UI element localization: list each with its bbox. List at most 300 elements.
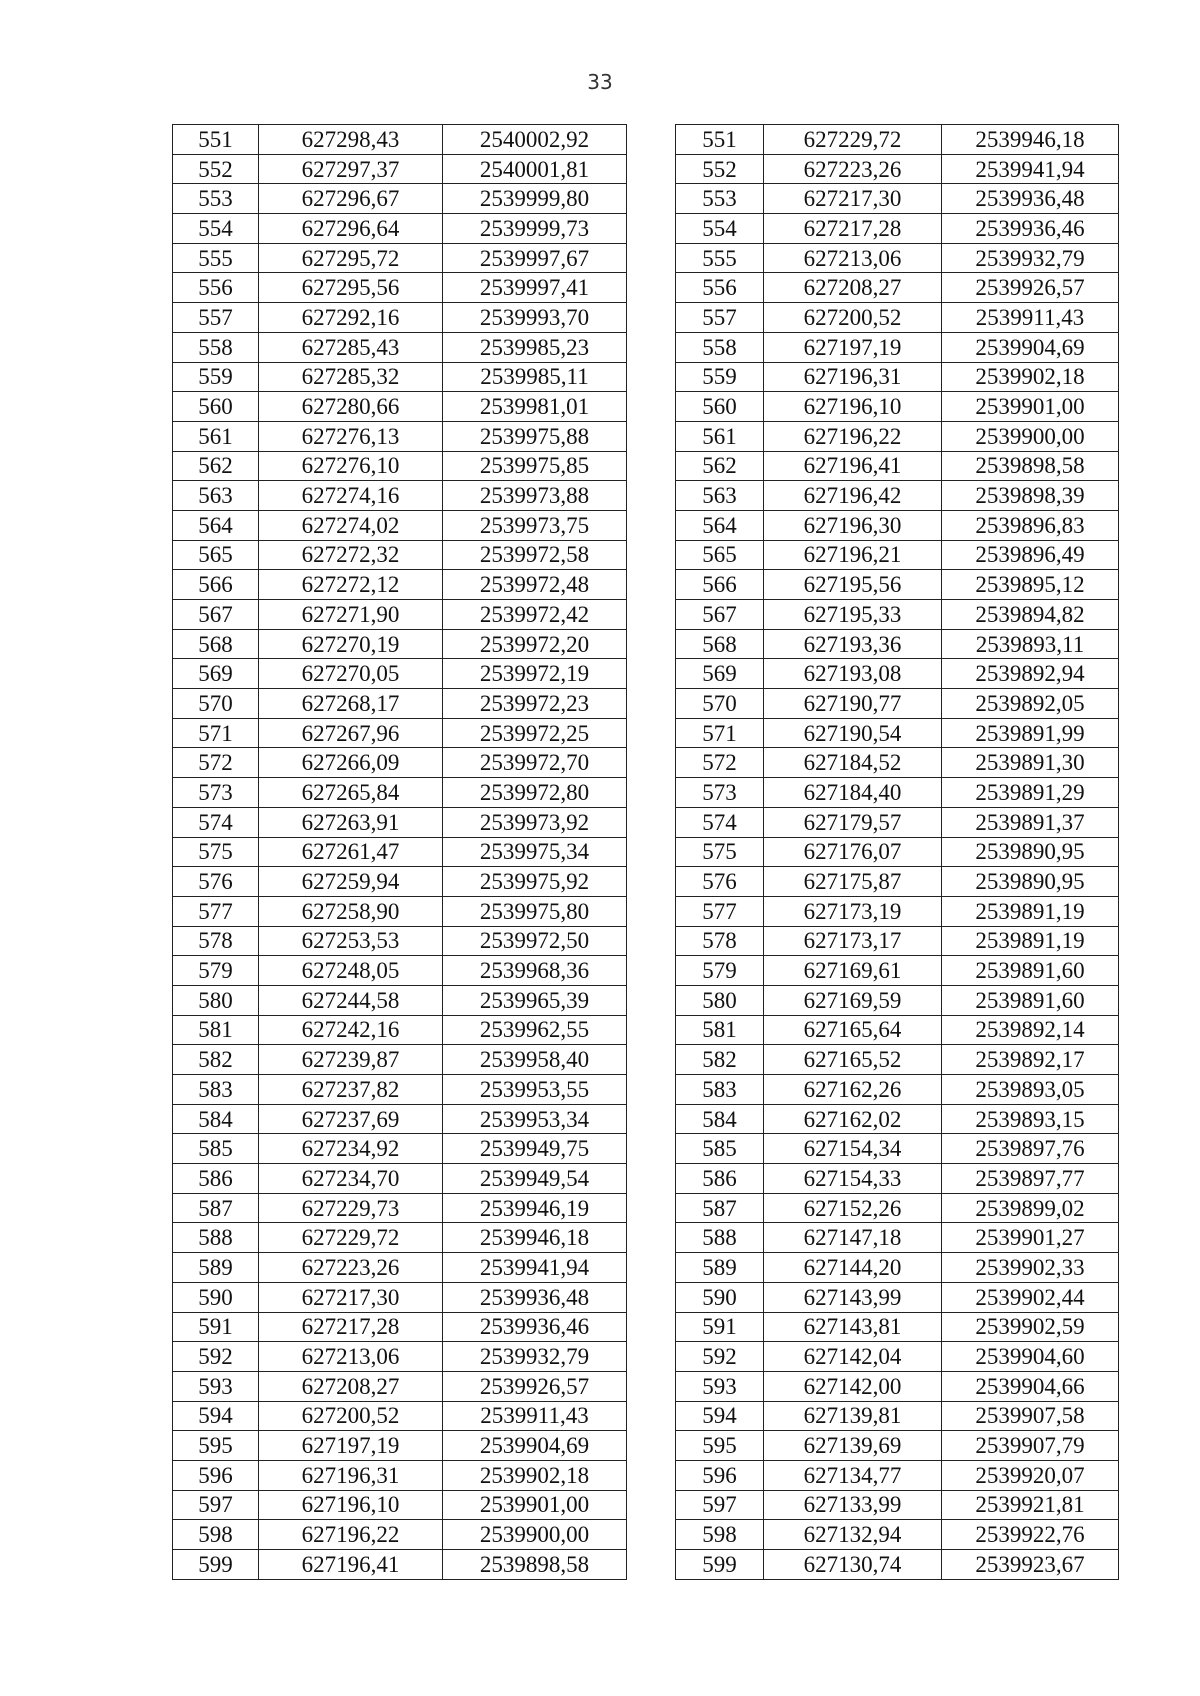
left-point-number-cell: 552: [173, 154, 259, 184]
left-y-coordinate-cell: 2539981,01: [443, 392, 627, 422]
right-y-coordinate-cell: 2539897,76: [942, 1134, 1119, 1164]
table-row: [173, 600, 1119, 630]
left-point-number-cell: 574: [173, 807, 259, 837]
right-x-coordinate-cell: 627200,52: [764, 303, 942, 333]
right-y-coordinate-cell: 2539891,19: [942, 896, 1119, 926]
right-point-number-cell: 558: [676, 332, 764, 362]
right-x-coordinate-cell: 627165,52: [764, 1045, 942, 1075]
left-x-coordinate-cell: 627229,73: [259, 1193, 443, 1223]
column-gap-cell: [627, 570, 676, 600]
table-row: [173, 332, 1119, 362]
left-y-coordinate-cell: 2539941,94: [443, 1253, 627, 1283]
column-gap-cell: [627, 540, 676, 570]
left-x-coordinate-cell: 627267,96: [259, 718, 443, 748]
table-row: [173, 659, 1119, 689]
left-y-coordinate-cell: 2539975,88: [443, 421, 627, 451]
column-gap-cell: [627, 273, 676, 303]
left-x-coordinate-cell: 627237,69: [259, 1104, 443, 1134]
right-y-coordinate-cell: 2539893,05: [942, 1075, 1119, 1105]
table-row: [173, 837, 1119, 867]
left-point-number-cell: 560: [173, 392, 259, 422]
right-y-coordinate-cell: 2539902,18: [942, 362, 1119, 392]
column-gap-cell: [627, 1550, 676, 1580]
left-point-number-cell: 570: [173, 689, 259, 719]
right-x-coordinate-cell: 627142,04: [764, 1342, 942, 1372]
right-x-coordinate-cell: 627132,94: [764, 1520, 942, 1550]
left-y-coordinate-cell: 2539900,00: [443, 1520, 627, 1550]
left-y-coordinate-cell: 2539972,50: [443, 926, 627, 956]
column-gap-cell: [627, 1490, 676, 1520]
left-point-number-cell: 597: [173, 1490, 259, 1520]
right-x-coordinate-cell: 627184,40: [764, 778, 942, 808]
right-point-number-cell: 598: [676, 1520, 764, 1550]
right-y-coordinate-cell: 2539892,94: [942, 659, 1119, 689]
right-x-coordinate-cell: 627196,30: [764, 510, 942, 540]
column-gap-cell: [627, 1075, 676, 1105]
right-y-coordinate-cell: 2539923,67: [942, 1550, 1119, 1580]
table-row: [173, 1075, 1119, 1105]
table-row: [173, 154, 1119, 184]
right-point-number-cell: 570: [676, 689, 764, 719]
column-gap-cell: [627, 1401, 676, 1431]
right-point-number-cell: 562: [676, 451, 764, 481]
right-point-number-cell: 575: [676, 837, 764, 867]
table-row: [173, 421, 1119, 451]
left-x-coordinate-cell: 627258,90: [259, 896, 443, 926]
right-point-number-cell: 563: [676, 481, 764, 511]
right-y-coordinate-cell: 2539901,27: [942, 1223, 1119, 1253]
right-point-number-cell: 577: [676, 896, 764, 926]
left-point-number-cell: 577: [173, 896, 259, 926]
column-gap-cell: [627, 1342, 676, 1372]
left-point-number-cell: 564: [173, 510, 259, 540]
left-point-number-cell: 555: [173, 243, 259, 273]
left-y-coordinate-cell: 2539949,75: [443, 1134, 627, 1164]
right-point-number-cell: 566: [676, 570, 764, 600]
right-point-number-cell: 584: [676, 1104, 764, 1134]
left-point-number-cell: 593: [173, 1371, 259, 1401]
table-row: [173, 748, 1119, 778]
right-point-number-cell: 585: [676, 1134, 764, 1164]
left-x-coordinate-cell: 627285,43: [259, 332, 443, 362]
left-point-number-cell: 590: [173, 1282, 259, 1312]
table-row: [173, 1223, 1119, 1253]
left-point-number-cell: 553: [173, 184, 259, 214]
right-point-number-cell: 567: [676, 600, 764, 630]
left-x-coordinate-cell: 627196,22: [259, 1520, 443, 1550]
right-x-coordinate-cell: 627196,21: [764, 540, 942, 570]
right-y-coordinate-cell: 2539901,00: [942, 392, 1119, 422]
right-y-coordinate-cell: 2539893,11: [942, 629, 1119, 659]
right-point-number-cell: 582: [676, 1045, 764, 1075]
right-point-number-cell: 555: [676, 243, 764, 273]
right-x-coordinate-cell: 627197,19: [764, 332, 942, 362]
left-x-coordinate-cell: 627276,10: [259, 451, 443, 481]
left-y-coordinate-cell: 2539949,54: [443, 1164, 627, 1194]
page-number: 33: [587, 70, 613, 94]
left-x-coordinate-cell: 627274,16: [259, 481, 443, 511]
right-x-coordinate-cell: 627162,02: [764, 1104, 942, 1134]
column-gap-cell: [627, 1460, 676, 1490]
left-x-coordinate-cell: 627295,56: [259, 273, 443, 303]
left-x-coordinate-cell: 627229,72: [259, 1223, 443, 1253]
right-y-coordinate-cell: 2539907,58: [942, 1401, 1119, 1431]
left-x-coordinate-cell: 627196,31: [259, 1460, 443, 1490]
table-row: [173, 1193, 1119, 1223]
left-x-coordinate-cell: 627272,12: [259, 570, 443, 600]
left-y-coordinate-cell: 2539972,58: [443, 540, 627, 570]
coordinates-table-body: [173, 125, 1119, 1580]
right-x-coordinate-cell: 627195,33: [764, 600, 942, 630]
left-x-coordinate-cell: 627217,30: [259, 1282, 443, 1312]
left-y-coordinate-cell: 2539936,46: [443, 1312, 627, 1342]
table-row: [173, 362, 1119, 392]
left-x-coordinate-cell: 627197,19: [259, 1431, 443, 1461]
right-x-coordinate-cell: 627154,34: [764, 1134, 942, 1164]
left-point-number-cell: 595: [173, 1431, 259, 1461]
table-row: [173, 689, 1119, 719]
right-y-coordinate-cell: 2539891,60: [942, 985, 1119, 1015]
left-point-number-cell: 591: [173, 1312, 259, 1342]
table-row: [173, 273, 1119, 303]
left-y-coordinate-cell: 2540002,92: [443, 125, 627, 155]
column-gap-cell: [627, 125, 676, 155]
left-point-number-cell: 573: [173, 778, 259, 808]
right-y-coordinate-cell: 2539911,43: [942, 303, 1119, 333]
table-row: [173, 481, 1119, 511]
table-row: [173, 570, 1119, 600]
left-x-coordinate-cell: 627261,47: [259, 837, 443, 867]
right-y-coordinate-cell: 2539902,33: [942, 1253, 1119, 1283]
right-point-number-cell: 586: [676, 1164, 764, 1194]
right-y-coordinate-cell: 2539936,46: [942, 214, 1119, 244]
column-gap-cell: [627, 1253, 676, 1283]
left-y-coordinate-cell: 2539953,34: [443, 1104, 627, 1134]
left-y-coordinate-cell: 2539973,75: [443, 510, 627, 540]
right-x-coordinate-cell: 627196,42: [764, 481, 942, 511]
right-point-number-cell: 560: [676, 392, 764, 422]
left-y-coordinate-cell: 2539973,88: [443, 481, 627, 511]
right-point-number-cell: 576: [676, 867, 764, 897]
column-gap-cell: [627, 1282, 676, 1312]
coordinates-table: [172, 124, 1119, 1580]
left-point-number-cell: 566: [173, 570, 259, 600]
left-y-coordinate-cell: 2539932,79: [443, 1342, 627, 1372]
left-x-coordinate-cell: 627234,92: [259, 1134, 443, 1164]
table-row: [173, 451, 1119, 481]
left-point-number-cell: 582: [173, 1045, 259, 1075]
right-x-coordinate-cell: 627208,27: [764, 273, 942, 303]
right-y-coordinate-cell: 2539895,12: [942, 570, 1119, 600]
right-x-coordinate-cell: 627134,77: [764, 1460, 942, 1490]
left-x-coordinate-cell: 627280,66: [259, 392, 443, 422]
right-point-number-cell: 581: [676, 1015, 764, 1045]
right-point-number-cell: 595: [676, 1431, 764, 1461]
right-x-coordinate-cell: 627193,08: [764, 659, 942, 689]
left-point-number-cell: 588: [173, 1223, 259, 1253]
right-y-coordinate-cell: 2539891,19: [942, 926, 1119, 956]
left-y-coordinate-cell: 2539968,36: [443, 956, 627, 986]
column-gap-cell: [627, 243, 676, 273]
right-x-coordinate-cell: 627217,30: [764, 184, 942, 214]
table-row: [173, 867, 1119, 897]
column-gap-cell: [627, 659, 676, 689]
left-y-coordinate-cell: 2539972,23: [443, 689, 627, 719]
right-point-number-cell: 578: [676, 926, 764, 956]
right-y-coordinate-cell: 2539946,18: [942, 125, 1119, 155]
left-x-coordinate-cell: 627196,10: [259, 1490, 443, 1520]
column-gap-cell: [627, 214, 676, 244]
column-gap-cell: [627, 600, 676, 630]
right-point-number-cell: 552: [676, 154, 764, 184]
left-y-coordinate-cell: 2539997,67: [443, 243, 627, 273]
right-x-coordinate-cell: 627162,26: [764, 1075, 942, 1105]
left-y-coordinate-cell: 2539901,00: [443, 1490, 627, 1520]
right-y-coordinate-cell: 2539904,66: [942, 1371, 1119, 1401]
right-point-number-cell: 572: [676, 748, 764, 778]
left-y-coordinate-cell: 2539975,85: [443, 451, 627, 481]
table-row: [173, 778, 1119, 808]
table-row: [173, 243, 1119, 273]
right-x-coordinate-cell: 627195,56: [764, 570, 942, 600]
right-x-coordinate-cell: 627143,99: [764, 1282, 942, 1312]
table-row: [173, 956, 1119, 986]
table-row: [173, 1104, 1119, 1134]
left-y-coordinate-cell: 2540001,81: [443, 154, 627, 184]
right-x-coordinate-cell: 627213,06: [764, 243, 942, 273]
left-point-number-cell: 598: [173, 1520, 259, 1550]
column-gap-cell: [627, 1045, 676, 1075]
right-y-coordinate-cell: 2539920,07: [942, 1460, 1119, 1490]
column-gap-cell: [627, 1104, 676, 1134]
left-y-coordinate-cell: 2539926,57: [443, 1371, 627, 1401]
column-gap-cell: [627, 362, 676, 392]
table-row: [173, 1045, 1119, 1075]
left-x-coordinate-cell: 627271,90: [259, 600, 443, 630]
left-point-number-cell: 594: [173, 1401, 259, 1431]
right-x-coordinate-cell: 627169,61: [764, 956, 942, 986]
left-point-number-cell: 558: [173, 332, 259, 362]
right-x-coordinate-cell: 627133,99: [764, 1490, 942, 1520]
right-y-coordinate-cell: 2539900,00: [942, 421, 1119, 451]
left-x-coordinate-cell: 627268,17: [259, 689, 443, 719]
left-y-coordinate-cell: 2539911,43: [443, 1401, 627, 1431]
right-x-coordinate-cell: 627217,28: [764, 214, 942, 244]
left-y-coordinate-cell: 2539997,41: [443, 273, 627, 303]
left-y-coordinate-cell: 2539953,55: [443, 1075, 627, 1105]
column-gap-cell: [627, 303, 676, 333]
left-y-coordinate-cell: 2539975,34: [443, 837, 627, 867]
left-y-coordinate-cell: 2539999,80: [443, 184, 627, 214]
left-x-coordinate-cell: 627292,16: [259, 303, 443, 333]
left-y-coordinate-cell: 2539975,80: [443, 896, 627, 926]
right-x-coordinate-cell: 627176,07: [764, 837, 942, 867]
column-gap-cell: [627, 1193, 676, 1223]
column-gap-cell: [627, 837, 676, 867]
right-y-coordinate-cell: 2539922,76: [942, 1520, 1119, 1550]
left-x-coordinate-cell: 627200,52: [259, 1401, 443, 1431]
right-x-coordinate-cell: 627190,54: [764, 718, 942, 748]
left-point-number-cell: 562: [173, 451, 259, 481]
left-point-number-cell: 575: [173, 837, 259, 867]
column-gap-cell: [627, 867, 676, 897]
left-x-coordinate-cell: 627274,02: [259, 510, 443, 540]
left-point-number-cell: 580: [173, 985, 259, 1015]
column-gap-cell: [627, 154, 676, 184]
table-row: [173, 1312, 1119, 1342]
column-gap-cell: [627, 718, 676, 748]
right-point-number-cell: 593: [676, 1371, 764, 1401]
right-y-coordinate-cell: 2539890,95: [942, 837, 1119, 867]
right-y-coordinate-cell: 2539894,82: [942, 600, 1119, 630]
table-row: [173, 303, 1119, 333]
column-gap-cell: [627, 184, 676, 214]
column-gap-cell: [627, 332, 676, 362]
right-x-coordinate-cell: 627184,52: [764, 748, 942, 778]
left-point-number-cell: 586: [173, 1164, 259, 1194]
right-y-coordinate-cell: 2539891,60: [942, 956, 1119, 986]
left-y-coordinate-cell: 2539972,42: [443, 600, 627, 630]
left-point-number-cell: 568: [173, 629, 259, 659]
left-x-coordinate-cell: 627297,37: [259, 154, 443, 184]
right-y-coordinate-cell: 2539890,95: [942, 867, 1119, 897]
left-point-number-cell: 569: [173, 659, 259, 689]
right-x-coordinate-cell: 627173,17: [764, 926, 942, 956]
right-y-coordinate-cell: 2539926,57: [942, 273, 1119, 303]
table-row: [173, 214, 1119, 244]
column-gap-cell: [627, 896, 676, 926]
right-point-number-cell: 551: [676, 125, 764, 155]
table-row: [173, 1342, 1119, 1372]
right-point-number-cell: 557: [676, 303, 764, 333]
left-y-coordinate-cell: 2539972,20: [443, 629, 627, 659]
table-row: [173, 510, 1119, 540]
table-row: [173, 392, 1119, 422]
column-gap-cell: [627, 1520, 676, 1550]
left-x-coordinate-cell: 627248,05: [259, 956, 443, 986]
table-row: [173, 1401, 1119, 1431]
left-point-number-cell: 589: [173, 1253, 259, 1283]
right-point-number-cell: 571: [676, 718, 764, 748]
left-y-coordinate-cell: 2539972,48: [443, 570, 627, 600]
left-x-coordinate-cell: 627295,72: [259, 243, 443, 273]
table-row: [173, 1015, 1119, 1045]
right-x-coordinate-cell: 627139,69: [764, 1431, 942, 1461]
left-y-coordinate-cell: 2539972,19: [443, 659, 627, 689]
left-y-coordinate-cell: 2539973,92: [443, 807, 627, 837]
right-x-coordinate-cell: 627190,77: [764, 689, 942, 719]
right-y-coordinate-cell: 2539899,02: [942, 1193, 1119, 1223]
left-point-number-cell: 581: [173, 1015, 259, 1045]
right-point-number-cell: 556: [676, 273, 764, 303]
right-y-coordinate-cell: 2539896,49: [942, 540, 1119, 570]
table-row: [173, 1520, 1119, 1550]
right-x-coordinate-cell: 627139,81: [764, 1401, 942, 1431]
right-x-coordinate-cell: 627173,19: [764, 896, 942, 926]
column-gap-cell: [627, 689, 676, 719]
column-gap-cell: [627, 1223, 676, 1253]
right-y-coordinate-cell: 2539907,79: [942, 1431, 1119, 1461]
table-row: [173, 718, 1119, 748]
column-gap-cell: [627, 392, 676, 422]
right-x-coordinate-cell: 627193,36: [764, 629, 942, 659]
right-y-coordinate-cell: 2539891,29: [942, 778, 1119, 808]
left-x-coordinate-cell: 627253,53: [259, 926, 443, 956]
right-y-coordinate-cell: 2539898,58: [942, 451, 1119, 481]
right-x-coordinate-cell: 627179,57: [764, 807, 942, 837]
left-point-number-cell: 596: [173, 1460, 259, 1490]
right-point-number-cell: 594: [676, 1401, 764, 1431]
column-gap-cell: [627, 510, 676, 540]
right-point-number-cell: 597: [676, 1490, 764, 1520]
left-point-number-cell: 557: [173, 303, 259, 333]
column-gap-cell: [627, 778, 676, 808]
right-y-coordinate-cell: 2539904,60: [942, 1342, 1119, 1372]
left-point-number-cell: 592: [173, 1342, 259, 1372]
left-y-coordinate-cell: 2539958,40: [443, 1045, 627, 1075]
table-row: [173, 629, 1119, 659]
right-y-coordinate-cell: 2539941,94: [942, 154, 1119, 184]
right-point-number-cell: 599: [676, 1550, 764, 1580]
right-point-number-cell: 574: [676, 807, 764, 837]
right-y-coordinate-cell: 2539891,37: [942, 807, 1119, 837]
right-x-coordinate-cell: 627154,33: [764, 1164, 942, 1194]
right-x-coordinate-cell: 627169,59: [764, 985, 942, 1015]
column-gap-cell: [627, 1015, 676, 1045]
left-point-number-cell: 578: [173, 926, 259, 956]
left-x-coordinate-cell: 627265,84: [259, 778, 443, 808]
right-y-coordinate-cell: 2539904,69: [942, 332, 1119, 362]
right-y-coordinate-cell: 2539897,77: [942, 1164, 1119, 1194]
column-gap-cell: [627, 1134, 676, 1164]
left-point-number-cell: 599: [173, 1550, 259, 1580]
right-point-number-cell: 568: [676, 629, 764, 659]
table-row: [173, 1282, 1119, 1312]
left-y-coordinate-cell: 2539946,18: [443, 1223, 627, 1253]
right-point-number-cell: 564: [676, 510, 764, 540]
column-gap-cell: [627, 451, 676, 481]
left-point-number-cell: 559: [173, 362, 259, 392]
table-row: [173, 1164, 1119, 1194]
right-y-coordinate-cell: 2539921,81: [942, 1490, 1119, 1520]
right-point-number-cell: 559: [676, 362, 764, 392]
table-row: [173, 1253, 1119, 1283]
column-gap-cell: [627, 748, 676, 778]
table-row: [173, 540, 1119, 570]
left-point-number-cell: 579: [173, 956, 259, 986]
right-point-number-cell: 553: [676, 184, 764, 214]
left-x-coordinate-cell: 627223,26: [259, 1253, 443, 1283]
left-y-coordinate-cell: 2539993,70: [443, 303, 627, 333]
left-x-coordinate-cell: 627242,16: [259, 1015, 443, 1045]
right-x-coordinate-cell: 627165,64: [764, 1015, 942, 1045]
table-row: [173, 1431, 1119, 1461]
right-point-number-cell: 590: [676, 1282, 764, 1312]
left-point-number-cell: 584: [173, 1104, 259, 1134]
right-x-coordinate-cell: 627229,72: [764, 125, 942, 155]
table-row: [173, 1550, 1119, 1580]
right-point-number-cell: 580: [676, 985, 764, 1015]
left-point-number-cell: 587: [173, 1193, 259, 1223]
column-gap-cell: [627, 1312, 676, 1342]
right-point-number-cell: 587: [676, 1193, 764, 1223]
left-point-number-cell: 585: [173, 1134, 259, 1164]
right-y-coordinate-cell: 2539898,39: [942, 481, 1119, 511]
left-point-number-cell: 565: [173, 540, 259, 570]
right-x-coordinate-cell: 627152,26: [764, 1193, 942, 1223]
left-y-coordinate-cell: 2539904,69: [443, 1431, 627, 1461]
right-y-coordinate-cell: 2539892,14: [942, 1015, 1119, 1045]
